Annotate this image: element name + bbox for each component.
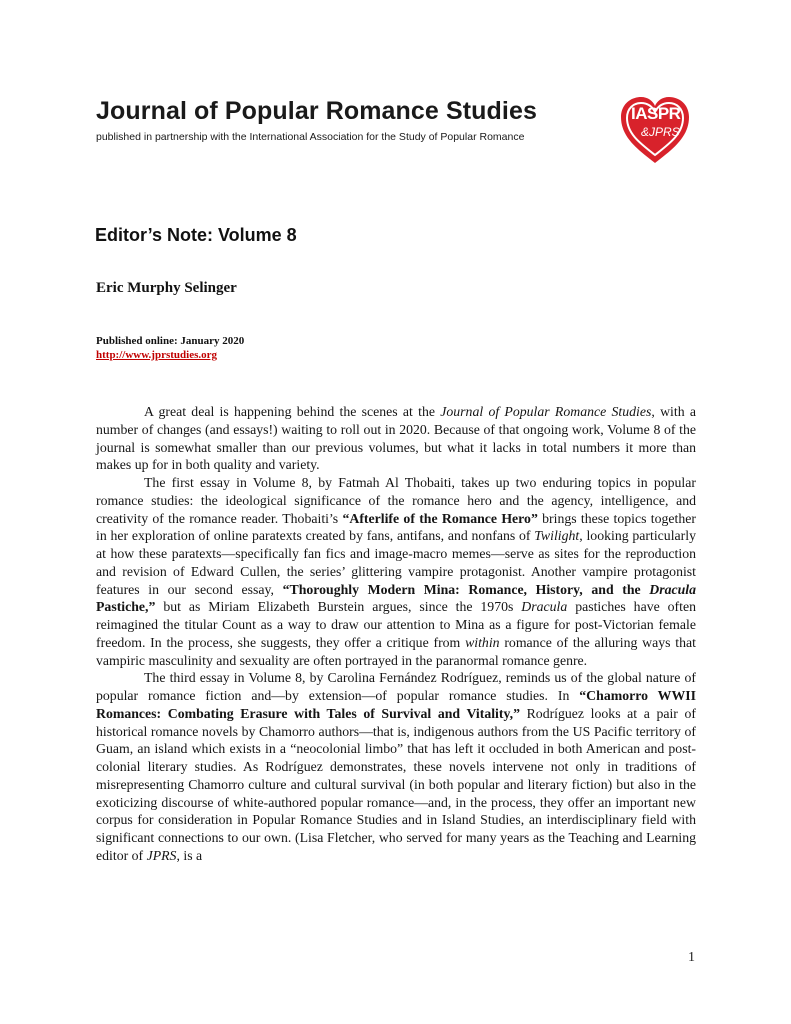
text-run: , looking particularly at how these paratexts—specifically fan fics and image-macro memes—serve as sites for the reproduction and revision of Edward Cullen, the series’ glittering vampire protagonist. Another vampire protagonist features in our second essay, bbox=[96, 528, 696, 597]
essay-title-bold: “Chamorro WWII Romances: Combating Erasure with Tales of Survival and Vitality,” bbox=[96, 688, 696, 721]
paragraph-2 bbox=[96, 474, 696, 669]
journal-title: Journal of Popular Romance Studies bbox=[96, 97, 537, 125]
journal-url-link[interactable]: http://www.jprstudies.org bbox=[96, 349, 218, 361]
paragraph-3 bbox=[96, 669, 696, 864]
book-title-bold-italic: Dracula bbox=[649, 581, 696, 597]
article-author: Eric Murphy Selinger bbox=[96, 280, 237, 296]
text-run: , is a bbox=[176, 847, 203, 863]
iaspr-logo bbox=[617, 93, 693, 169]
essay-title-bold: Pastiche,” bbox=[96, 599, 156, 615]
essay-title-bold: “Thoroughly Modern Mina: Romance, History, and the bbox=[282, 581, 650, 597]
text-run: but as Miriam Elizabeth Burstein argues, since the 1970s bbox=[155, 599, 522, 615]
journal-name-italic: Journal of Popular Romance Studies bbox=[440, 404, 652, 419]
book-title-italic: Dracula bbox=[521, 599, 568, 615]
published-date: Published online: January 2020 bbox=[96, 335, 245, 347]
text-run: Rodríguez looks at a pair of historical romance novels by Chamorro authors—that is, indigenous authors from the US Pacific territory of Guam, an island which exists in a “neocolonial limbo” that has left it occluded in both American and post-colonial literary studies. As Rodríguez demonstrates, these novels intervene not only in traditions of misrepresenting Chamorro culture and cultural survival (in both popular and literary fiction) but also in the exoticizing discourse of white-authored popular romance—and, in the process, they offer an important new corpus for consideration in Popular Romance Studies and in Island Studies, an interdisciplinary field with significant connections to our own. (Lisa Fletcher, who served for many years as the Teaching and Learning editor of bbox=[96, 705, 696, 863]
logo-text-iaspr: IASPR bbox=[631, 104, 681, 123]
text-run: pastiches have often reimagined the titular Count as a way to draw our attention to Mina as a figure for post-Victorian female freedom. In the process, she suggests, they offer a critique from bbox=[96, 599, 696, 650]
text-run: brings these topics together in her exploration of online paratexts created by fans, antifans, and nonfans of bbox=[96, 510, 696, 544]
logo-text-jprs: &JPRS bbox=[641, 125, 680, 139]
emphasis-italic: within bbox=[465, 634, 500, 650]
journal-abbr-italic: JPRS bbox=[146, 847, 177, 863]
text-run: The third essay in Volume 8, by Carolina Fernández Rodríguez, reminds us of the global nature of popular romance fiction and—by extension—of popular romance studies. In bbox=[96, 670, 696, 703]
article-body bbox=[96, 403, 696, 865]
text-run: A great deal is happening behind the scenes at the bbox=[144, 404, 441, 419]
page-number: 1 bbox=[688, 950, 695, 965]
article-title: Editor’s Note: Volume 8 bbox=[95, 225, 297, 245]
text-run: The first essay in Volume 8, by Fatmah Al Thobaiti, takes up two enduring topics in popular romance studies: the ideological significance of the romance hero and the agency, intelligence, and creativity of the romance reader. Thobaiti’s bbox=[96, 475, 696, 526]
essay-title-bold: “Afterlife of the Romance Hero” bbox=[342, 510, 538, 526]
journal-subtitle: published in partnership with the International Association for the Study of Popular Romance bbox=[96, 131, 525, 143]
paragraph-1 bbox=[96, 403, 696, 474]
text-run: romance of the alluring ways that vampiric masculinity and sexuality are often portrayed in the paranormal romance genre. bbox=[96, 634, 696, 668]
book-title-italic: Twilight bbox=[534, 528, 580, 544]
text-run: , with a number of changes (and essays!) waiting to roll out in 2020. Because of that ongoing work, Volume 8 of the journal is somewhat smaller than our previous volumes, but what it lacks in total numbers it more than makes up for in both quality and variety. bbox=[96, 404, 696, 473]
